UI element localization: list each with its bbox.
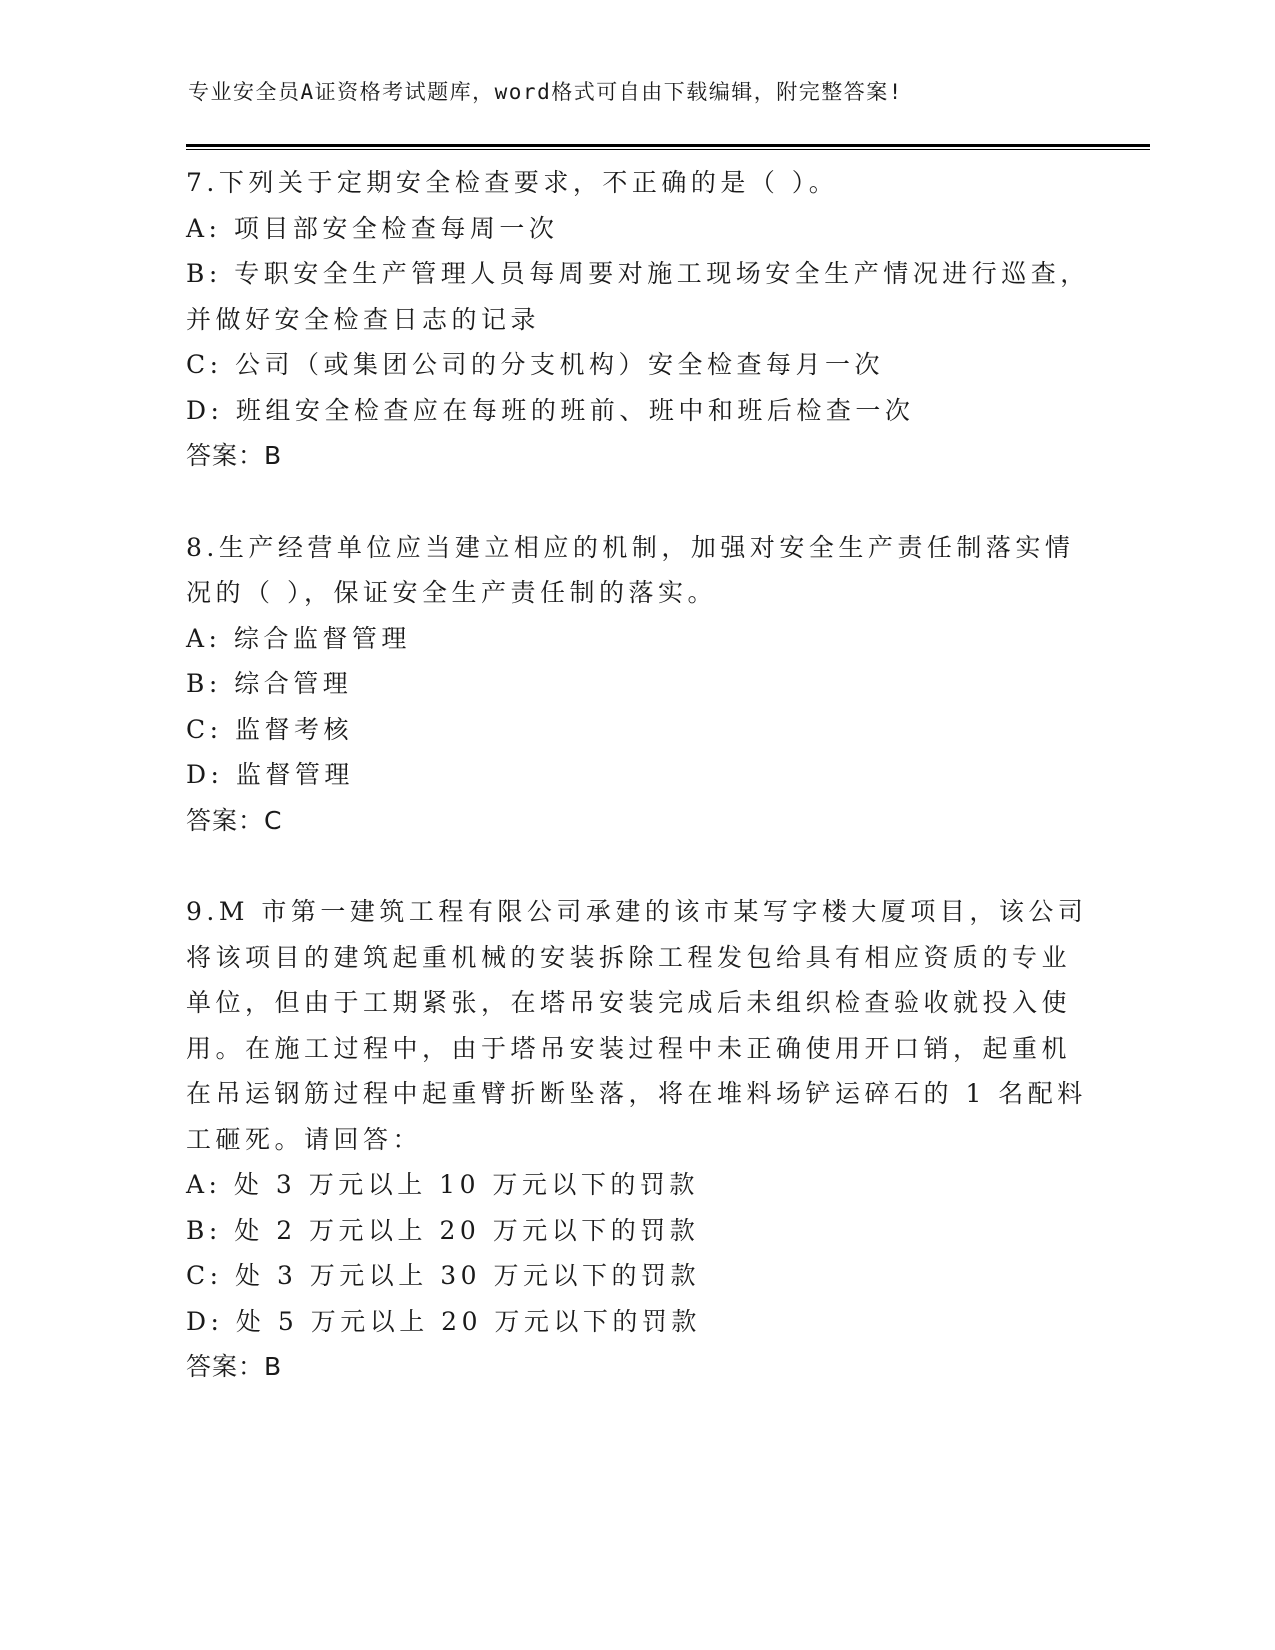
- question-stem: 9.M 市第一建筑工程有限公司承建的该市某写字楼大厦项目，该公司: [186, 897, 1088, 926]
- answer-label: 答案：B: [186, 1352, 283, 1381]
- answer-label: 答案：C: [186, 805, 283, 835]
- question-9: [186, 889, 1088, 1390]
- question-8: [186, 525, 1075, 844]
- question-stem-continued: 单位，但由于工期紧张，在塔吊安装完成后未组织检查验收就投入使: [186, 988, 1072, 1017]
- header-rule-thick: [186, 144, 1150, 147]
- option-c: C: 公司（或集团公司的分支机构）安全检查每月一次: [186, 350, 885, 379]
- option-a: A: 处 3 万元以上 10 万元以下的罚款: [186, 1170, 699, 1199]
- question-stem-continued: 在吊运钢筋过程中起重臂折断坠落，将在堆料场铲运碎石的 1 名配料: [186, 1079, 1087, 1108]
- option-d: D: 监督管理: [186, 760, 354, 789]
- question-stem-continued: 工砸死。请回答：: [186, 1124, 423, 1154]
- option-c: C: 处 3 万元以上 30 万元以下的罚款: [186, 1261, 701, 1290]
- question-stem: 7.下列关于定期安全检查要求，不正确的是（ ）。: [186, 168, 839, 197]
- option-b: B: 处 2 万元以上 20 万元以下的罚款: [186, 1215, 700, 1245]
- question-stem: 8.生产经营单位应当建立相应的机制，加强对安全生产责任制落实情: [186, 532, 1075, 562]
- question-list: [186, 160, 1090, 1436]
- option-b: B: 综合管理: [186, 669, 353, 698]
- option-b-continued: 并做好安全检查日志的记录: [186, 304, 541, 334]
- option-c: C: 监督考核: [186, 714, 353, 744]
- question-7: [186, 160, 1090, 479]
- option-a: A: 项目部安全检查每周一次: [186, 213, 559, 243]
- option-d: D: 处 5 万元以上 20 万元以下的罚款: [186, 1306, 701, 1336]
- question-stem-continued: 况的（ ），保证安全生产责任制的落实。: [186, 578, 717, 607]
- option-d: D: 班组安全检查应在每班的班前、班中和班后检查一次: [186, 395, 915, 425]
- header-rule-thin: [186, 149, 1150, 150]
- option-a: A: 综合监督管理: [186, 623, 411, 653]
- answer-label: 答案：B: [186, 441, 283, 470]
- page-header: 专业安全员A证资格考试题库，word格式可自由下载编辑，附完整答案!: [188, 80, 903, 104]
- question-stem-continued: 用。在施工过程中，由于塔吊安装过程中未正确使用开口销，起重机: [186, 1033, 1072, 1063]
- option-b: B: 专职安全生产管理人员每周要对施工现场安全生产情况进行巡查，: [186, 259, 1090, 288]
- question-stem-continued: 将该项目的建筑起重机械的安装拆除工程发包给具有相应资质的专业: [186, 942, 1072, 972]
